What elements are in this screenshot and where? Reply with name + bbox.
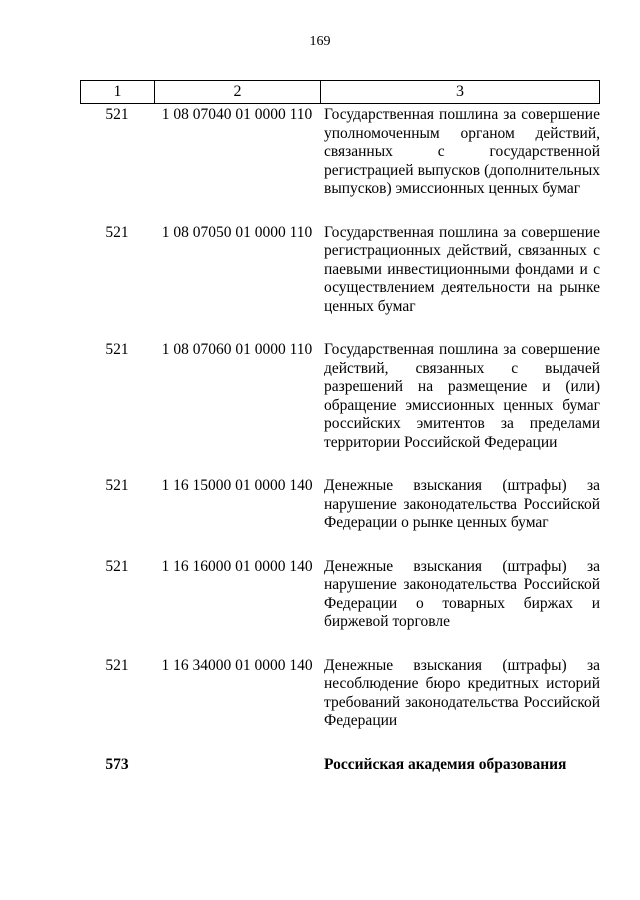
header-column-1: 1: [81, 81, 155, 103]
table-row: [80, 558, 600, 632]
revenue-name: Денежные взыскания (штрафы) за нарушение законодательства Российской Федерации о рынке ценных бумаг: [324, 477, 600, 531]
admin-code: 521: [105, 341, 129, 358]
header-column-3: 3: [456, 83, 464, 100]
table-row: [80, 341, 600, 452]
section-admin-code: 573: [105, 755, 129, 773]
admin-code: 521: [105, 223, 129, 241]
section-code: [154, 756, 320, 775]
table-row: [80, 657, 600, 731]
revenue-name: Государственная пошлина за совершение регистрационных действий, связанных с паевыми инвестиционными фондами и с осуществлением деятельности на рынке ценных бумаг: [324, 223, 600, 315]
revenue-name: Государственная пошлина за совершение действий, связанных с выдачей разрешений на размещение и (или) обращение эмиссионных ценных бумаг российских эмитентов за пределами территории Российской Федерации: [324, 341, 600, 451]
admin-code: 521: [105, 656, 129, 674]
admin-code: 521: [105, 106, 129, 123]
section-name: Российская академия образования: [324, 755, 567, 773]
revenue-name: Денежные взыскания (штрафы) за несоблюдение бюро кредитных историй требований законодательства Российской Федерации: [324, 656, 600, 729]
admin-code: 521: [105, 557, 129, 575]
admin-code: 521: [105, 477, 129, 494]
table-body: [80, 106, 600, 799]
budget-classification-code: 1 16 15000 01 0000 140: [161, 477, 313, 494]
table-row: [80, 106, 600, 199]
header-column-2: 2: [155, 81, 321, 103]
section-heading-row: [80, 756, 600, 775]
budget-classification-code: 1 16 16000 01 0000 140: [161, 557, 313, 575]
budget-classification-code: 1 16 34000 01 0000 140: [161, 656, 313, 674]
table-row: [80, 477, 600, 533]
revenue-name: Государственная пошлина за совершение уполномоченным органом действий, связанных с государственной регистрацией выпусков (дополнительных выпусков) эмиссионных ценных бумаг: [324, 106, 600, 197]
budget-classification-code: 1 08 07060 01 0000 110: [161, 341, 313, 358]
budget-classification-code: 1 08 07040 01 0000 110: [161, 106, 313, 123]
table-row: [80, 224, 600, 317]
revenue-name: Денежные взыскания (штрафы) за нарушение законодательства Российской Федерации о товарных биржах и биржевой торговле: [324, 557, 600, 630]
table-header: [80, 80, 600, 104]
page-number: 169: [309, 34, 331, 49]
budget-classification-code: 1 08 07050 01 0000 110: [161, 223, 313, 241]
